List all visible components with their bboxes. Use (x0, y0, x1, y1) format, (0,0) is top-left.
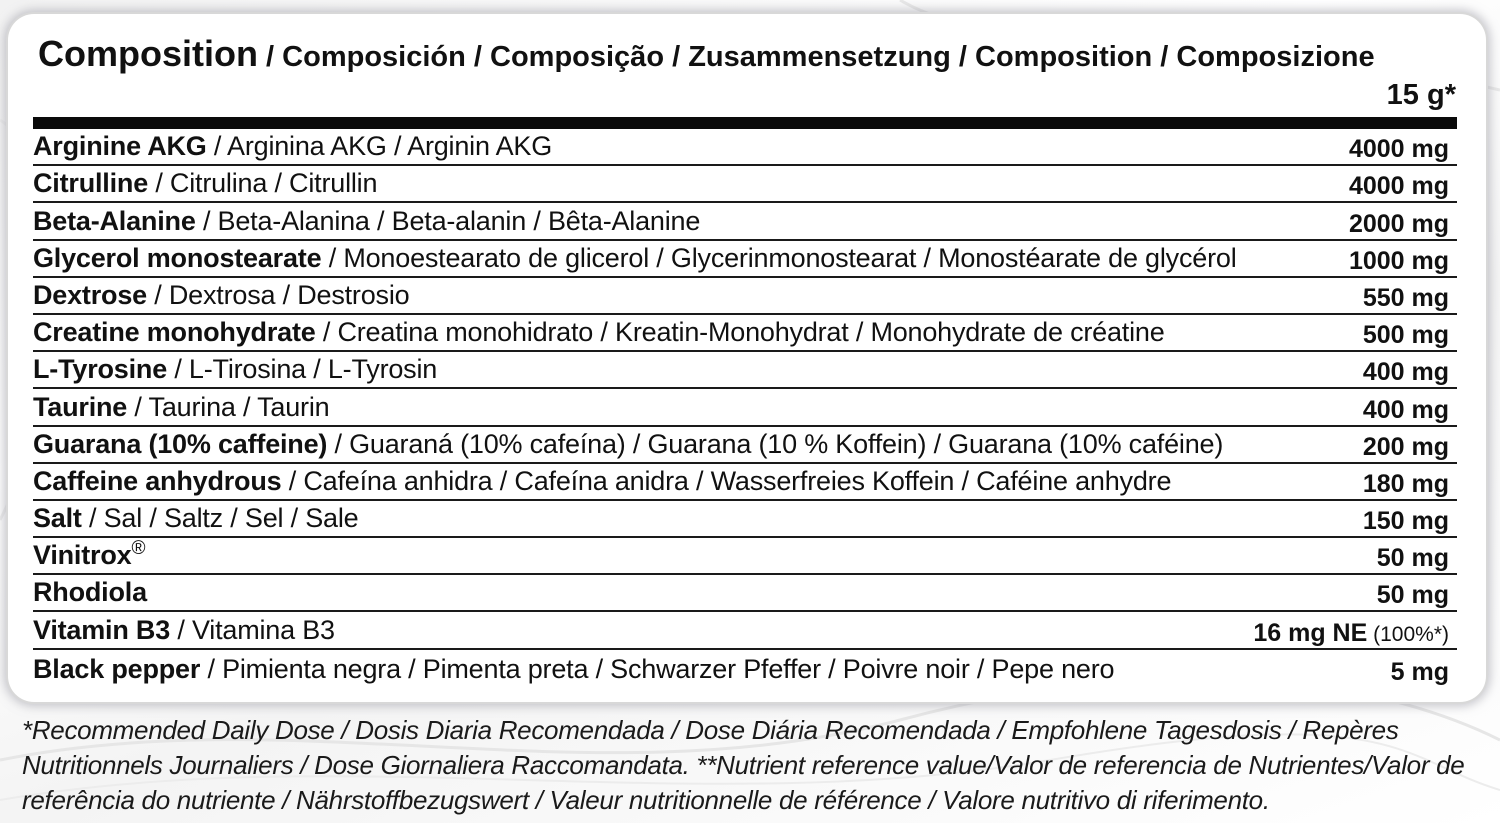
daily-percent: (100%*) (1367, 622, 1449, 646)
amount-value: 550 mg (1362, 283, 1449, 312)
ingredient-name (33, 427, 1223, 460)
ingredient-name-translations: / Vitamina B3 (170, 614, 335, 645)
table-row (33, 389, 1457, 426)
amount-value: 16 mg NE (1253, 618, 1368, 647)
amount-value: 2000 mg (1348, 209, 1449, 238)
amount-value: 180 mg (1362, 469, 1449, 498)
table-row (33, 241, 1457, 278)
ingredient-name-translations: / Guaraná (10% cafeína) / Guarana (10 % Koffein) / Guarana (10% caféine) (327, 428, 1224, 459)
ingredient-name-en: Arginine AKG (33, 131, 207, 162)
amount-value: 50 mg (1376, 544, 1449, 573)
ingredient-name (33, 352, 437, 385)
ingredient-name (33, 278, 409, 311)
ingredient-name (33, 575, 147, 608)
ingredient-name-translations: / Monoestearato de glicerol / Glycerinmonostearat / Monostéarate de glycérol (321, 242, 1237, 273)
amount-value: 150 mg (1362, 507, 1449, 536)
table-row (33, 650, 1457, 687)
table-row (33, 427, 1457, 464)
ingredient-name-en: Vitamin B3 (33, 614, 171, 645)
ingredient-amount (1349, 135, 1449, 164)
ingredient-name (33, 464, 1171, 497)
registered-mark: ® (131, 538, 146, 560)
table-row (33, 612, 1457, 649)
ingredient-amount (1391, 658, 1449, 687)
ingredient-amount (1363, 396, 1449, 425)
ingredient-amount (1363, 321, 1449, 350)
ingredient-amount (1363, 433, 1449, 462)
amount-value: 400 mg (1362, 358, 1449, 387)
ingredient-amount (1349, 172, 1449, 201)
ingredient-amount (1349, 210, 1449, 239)
ingredient-name-translations: / Cafeína anhidra / Cafeína anidra / Wasserfreies Koffein / Caféine anhydre (281, 465, 1172, 496)
amount-value: 200 mg (1362, 432, 1449, 461)
ingredient-name-en: Citrulline (33, 168, 149, 199)
ingredient-name-en: Dextrose (33, 279, 147, 310)
ingredient-name (33, 204, 700, 237)
ingredient-amount (1363, 470, 1449, 499)
ingredient-name-en: Caffeine anhydrous (33, 465, 282, 496)
ingredient-name-en: Black pepper (33, 653, 201, 684)
table-row (33, 352, 1457, 389)
ingredient-name-translations: / Citrulina / Citrullin (148, 168, 378, 199)
ingredient-name-en: Rhodiola (33, 577, 147, 608)
ingredient-name-translations: / Beta-Alanina / Beta-alanin / Bêta-Alanine (195, 205, 701, 236)
composition-table (33, 129, 1457, 687)
ingredient-amount (1363, 507, 1449, 536)
ingredient-amount (1253, 619, 1449, 648)
ingredient-name-en: Guarana (10% caffeine) (33, 428, 328, 459)
ingredient-name-en: Beta-Alanine (33, 205, 196, 236)
ingredient-name-en: Vinitrox (33, 540, 132, 571)
ingredient-name (33, 390, 329, 423)
table-row (33, 575, 1457, 612)
ingredient-name-translations: / Pimienta negra / Pimenta preta / Schwarzer Pfeffer / Poivre noir / Pepe nero (200, 653, 1115, 684)
ingredient-name (33, 501, 358, 534)
table-row (33, 464, 1457, 501)
ingredient-name (33, 613, 335, 646)
header-divider (33, 117, 1457, 129)
ingredient-name-translations: / L-Tirosina / L-Tyrosin (167, 354, 438, 385)
ingredient-name-en: Salt (33, 503, 82, 534)
ingredient-name-translations: / Taurina / Taurin (127, 391, 330, 422)
amount-value: 1000 mg (1348, 246, 1449, 275)
ingredient-name-en: L-Tyrosine (33, 354, 168, 385)
table-row (33, 129, 1457, 166)
ingredient-name (33, 129, 552, 162)
composition-heading (38, 34, 1458, 77)
ingredient-amount (1377, 544, 1449, 573)
ingredient-name-translations: / Creatina monohidrato / Kreatin-Monohydrat / Monohydrate de créatine (315, 317, 1165, 348)
ingredient-amount (1363, 358, 1449, 387)
footnote: *Recommended Daily Dose / Dosis Diaria Recomendada / Dose Diária Recomendada / Empfohlene Tagesdosis / Repères Nutritionnels Journaliers / Dose Giornaliera Raccomandata. **Nutrient reference value/Valor de referencia de Nutrientes/Valor de referência do nutriente / Nährstoffbezugswert / Valeur nutritionnelle de référence / Valore nutritivo di riferimento. (22, 715, 1465, 815)
amount-value: 5 mg (1390, 657, 1449, 686)
ingredient-name-translations: / Arginina AKG / Arginin AKG (206, 131, 553, 162)
ingredient-name (33, 538, 145, 571)
serving-size: 15 g* (1386, 79, 1456, 111)
table-row (33, 315, 1457, 352)
ingredient-name-translations: / Dextrosa / Destrosio (146, 279, 410, 310)
table-row (33, 501, 1457, 538)
table-row (33, 278, 1457, 315)
amount-value: 50 mg (1376, 581, 1449, 610)
ingredient-name-en: Glycerol monostearate (33, 242, 322, 273)
ingredient-name (33, 652, 1114, 685)
ingredient-amount (1349, 247, 1449, 276)
amount-value: 500 mg (1362, 321, 1449, 350)
amount-value: 400 mg (1362, 395, 1449, 424)
heading-main: Composition (38, 33, 258, 74)
heading-translations: / Composición / Composição / Zusammensetzung / Composition / Composizione (257, 41, 1375, 73)
amount-value: 4000 mg (1348, 172, 1449, 201)
table-row (33, 166, 1457, 203)
amount-value: 4000 mg (1348, 135, 1449, 164)
ingredient-name (33, 166, 377, 199)
ingredient-name-en: Creatine monohydrate (33, 317, 316, 348)
ingredient-name (33, 315, 1165, 348)
ingredient-amount (1377, 581, 1449, 610)
table-row (33, 538, 1457, 575)
ingredient-amount (1363, 284, 1449, 313)
table-row (33, 203, 1457, 240)
ingredient-name (33, 241, 1237, 274)
ingredient-name-translations: / Sal / Saltz / Sel / Sale (81, 503, 359, 534)
ingredient-name-en: Taurine (33, 391, 128, 422)
